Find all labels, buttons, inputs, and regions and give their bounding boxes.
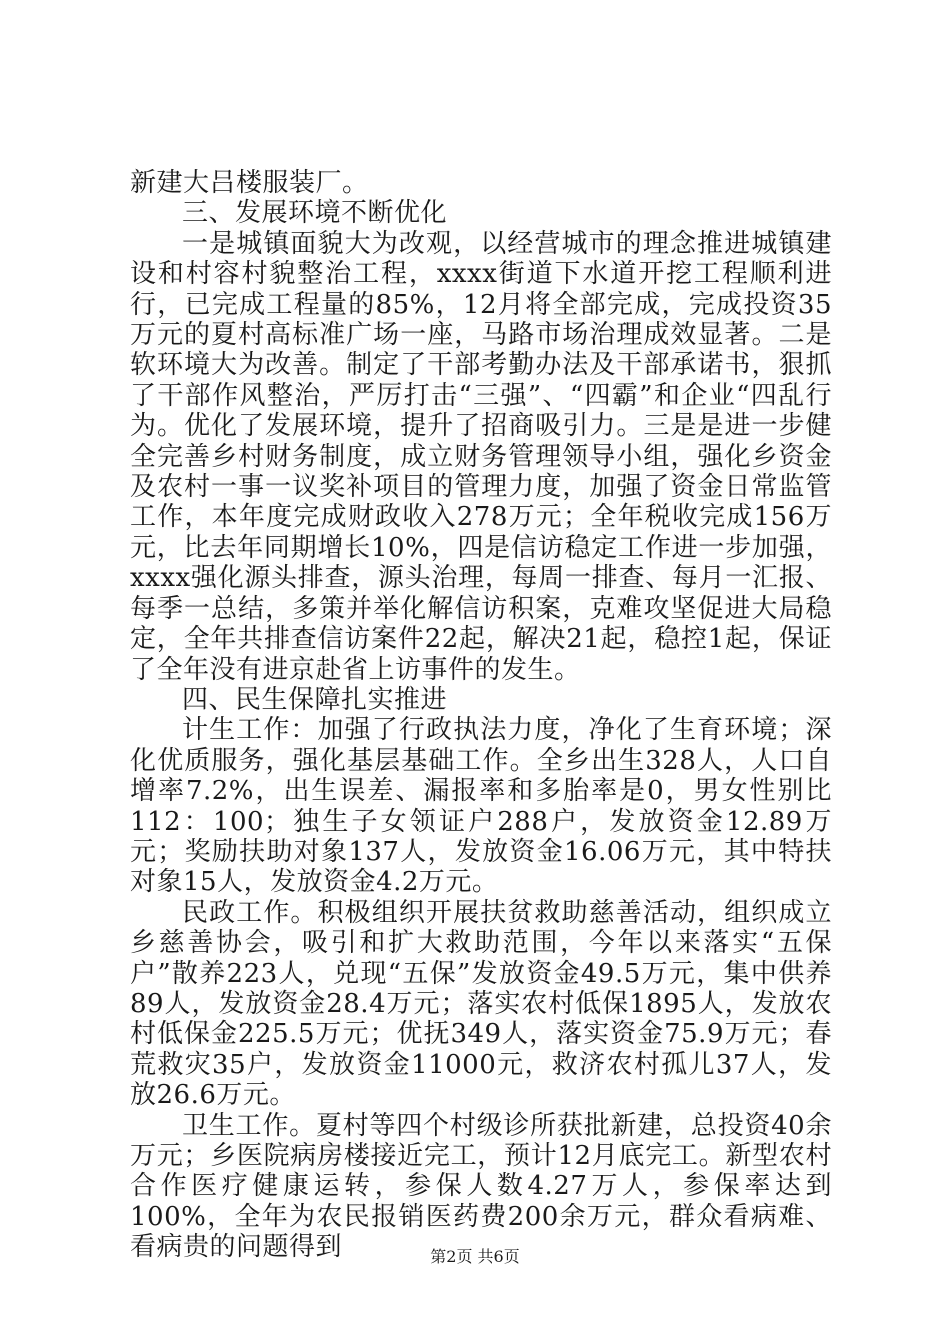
page-footer: [0, 1244, 950, 1267]
document-body: [130, 168, 832, 1263]
paragraph-environment: 一是城镇面貌大为改观，以经营城市的理念推进城镇建设和村容村貌整治工程，xxxx街道下水道开挖工程顺利进行，已完成工程量的85%，12月将全部完成，完成投资35万元的夏村高标准广场一座，马路市场治理成效显著。二是软环境大为改善。制定了干部考勤办法及干部承诺书，狠抓了干部作风整治，严厉打击“三强”、“四霸”和企业“四乱行为。优化了发展环境，提升了招商吸引力。三是是进一步健全完善乡村财务制度，成立财务管理领导小组，强化乡资金及农村一事一议奖补项目的管理力度，加强了资金日常监管工作，本年度完成财政收入278万元；全年税收完成156万元，比去年同期增长10%，四是信访稳定工作进一步加强，xxxx强化源头排查，源头治理，每周一排查、每月一汇报、每季一总结，多策并举化解信访积案，克难攻坚促进大局稳定，全年共排查信访案件22起，解决21起，稳控1起，保证了全年没有进京赴省上访事件的发生。: [130, 228, 832, 685]
section-heading-3: 三、发展环境不断优化: [182, 198, 448, 229]
paragraph-health: 卫生工作。夏村等四个村级诊所获批新建，总投资40余万元；乡医院病房楼接近完工，预计12月底完工。新型农村合作医疗健康运转，参保人数4.27万人，参保率达到100%，全年为农民报销医药费200余万元，群众看病难、看病贵的问题得到: [130, 1110, 832, 1263]
page-number: 第2页 共6页: [430, 1247, 520, 1266]
paragraph-family-planning: 计生工作：加强了行政执法力度，净化了生育环境；深化优质服务，强化基层基础工作。全乡出生328人，人口自增率7.2%，出生误差、漏报率和多胎率是0，男女性别比112：100；独生子女领证户288户，发放资金12.89万元；奖励扶助对象137人，发放资金16.06万元，其中特扶对象15人，发放资金4.2万元。: [130, 715, 832, 898]
paragraph-continuation: 新建大吕楼服装厂。: [130, 168, 369, 198]
paragraph-civil-affairs: 民政工作。积极组织开展扶贫救助慈善活动，组织成立乡慈善协会，吸引和扩大救助范围，今年以来落实“五保户”散养223人，兑现“五保”发放资金49.5万元，集中供养89人，发放资金28.4万元；落实农村低保1895人，发放农村低保金225.5万元；优抚349人，落实资金75.9万元；春荒救灾35户，发放资金11000元，救济农村孤儿37人，发放26.6万元。: [130, 897, 832, 1111]
section-heading-4: 四、民生保障扎实推进: [182, 684, 448, 715]
